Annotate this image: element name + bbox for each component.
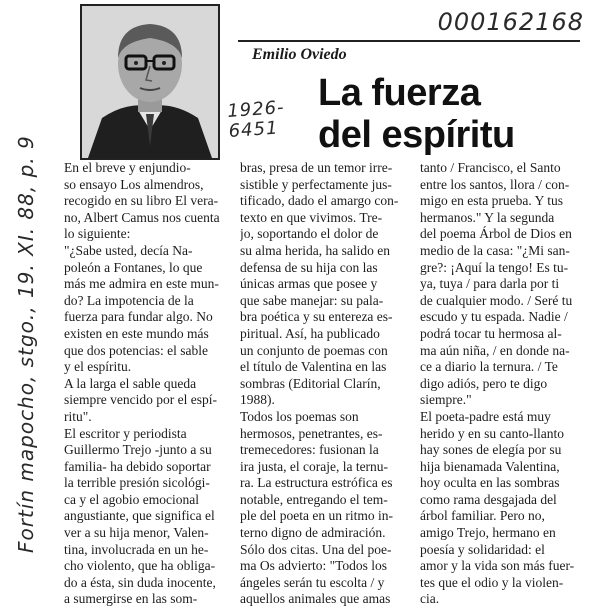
article-line: El escritor y periodista [64,425,187,441]
handwritten-catalog-number: 000162168 [437,8,584,36]
article-line: que sabe manejar: su pala- [240,292,384,308]
article-column-1 [64,160,232,608]
article-line: ma aún niña, / en donde na- [420,342,570,358]
article-line: que dos potencias: el sable [64,342,208,358]
article-line: su alma herida, ha salido en [240,242,390,258]
article-line: tremecedores: fusionan la [240,442,379,458]
article-line: amor y la vida son más fuer- [420,558,575,574]
article-line: no, Albert Camus nos cuenta [64,209,220,225]
article-line: el título de Valentina en las [240,359,387,375]
article-line: piritual. Así, ha publicado [240,325,380,341]
article-line: so ensayo Los almendros, [64,176,204,192]
article-line: siempre vencido por el espí- [64,392,217,408]
article-line: hija bienamada Valentina, [420,458,560,474]
article-line: entre los santos, llora / con- [420,176,570,192]
article-line: ple del poeta en un ritmo in- [240,508,393,524]
article-line: ya, tuya / para darla por ti [420,276,560,292]
article-line: bra poética y su entereza es- [240,309,393,325]
article-line: únicas armas que posee y [240,276,378,292]
article-line: Guillermo Trejo -junto a su [64,442,212,458]
article-line: poesía y solidaridad: el [420,541,545,557]
article-line: ritu". [64,408,92,424]
article-line: ra. La estructura estrófica es [240,475,393,491]
article-line: terno digno de admiración. [240,525,386,541]
article-line: fuerza para fundar algo. No [64,309,213,325]
article-line: do? La impotencia de la [64,292,194,308]
article-line: Sólo dos citas. Una del poe- [240,541,392,557]
article-line: más me admira en este mun- [64,276,219,292]
article-line: tes que el odio y la violen- [420,574,564,590]
article-line: ira justa, el coraje, la ternu- [240,458,389,474]
article-line: como rama desgajada del [420,491,557,507]
author-portrait-image [82,6,218,158]
article-line: notable, entregando el tem- [240,491,388,507]
article-line: sistible y perfectamente jus- [240,176,392,192]
article-line: hoy oculta en las sombras [420,475,560,491]
article-line: A la larga el sable queda [64,375,197,391]
article-line: ce a diario la ternura. / Te [420,359,558,375]
article-line: hermosos, penetrantes, es- [240,425,383,441]
article-line: medio de la casa: "¿Mi san- [420,242,570,258]
article-line: jo, soportando el dolor de [240,226,379,242]
article-line: digo adiós, pero te digo [420,375,548,391]
article-line: do a ésta, sin duda inocente, [64,574,216,590]
article-line: En el breve y enjundio- [64,160,191,175]
headline-line-2: del espíritu [318,114,515,156]
article-line: ma Os advierto: "Todos los [240,558,388,574]
article-line: recogido en su libro El vera- [64,193,219,209]
article-column-3 [420,160,592,608]
article-line: ca y el agobio emocional [64,491,199,507]
article-line: defensa de su hija con las [240,259,378,275]
article-line: El poeta-padre está muy [420,408,551,424]
article-line: de cualquier modo. / Seré tu [420,292,573,308]
year-note-line-2: 6451 [228,117,280,142]
headline-line-1: La fuerza [318,72,481,114]
article-line: poleón a Fontanes, lo que [64,259,203,275]
article-line: sombras (Editorial Clarín, [240,375,381,391]
article-line: ángeles serán tu escolta / y [240,574,385,590]
article-line: podrá tocar tu hermosa al- [420,325,562,341]
article-line: herido y en su canto-llanto [420,425,564,441]
article-line: escudo y tu espada. Nadie / [420,309,568,325]
article-line: del poema Árbol de Dios en [420,226,572,242]
byline-rule [238,40,580,42]
article-line: amigo Trejo, hermano en [420,525,556,541]
article-column-2 [240,160,410,608]
article-line: familia- ha debido soportar [64,458,211,474]
article-line: un conjunto de poemas con [240,342,388,358]
article-line: cia. [420,591,440,607]
article-line: existen en este mundo más [64,325,209,341]
article-line: la terrible presión sicológi- [64,475,210,491]
article-line: angustiante, que significa el [64,508,215,524]
article-line: bras, presa de un temor irre- [240,160,393,175]
year-note-line-1: 1926- [226,97,286,122]
article-line: gre?: ¡Aquí la tengo! Es tu- [420,259,569,275]
article-line: lo siguiente: [64,226,131,242]
article-line: tina, involucrada en un he- [64,541,209,557]
article-line: aquellos animales que amas [240,591,391,607]
article-line: cho violento, que ha obliga- [64,558,216,574]
source-note-text: Fortín mapocho, stgo., 19. XI. 88, p. 9 [14,135,38,553]
article-headline [318,72,515,156]
article-line: tanto / Francisco, el Santo [420,160,561,175]
article-line: texto en que vivimos. Tre- [240,209,383,225]
handwritten-year-note [227,98,287,142]
article-line: siempre." [420,392,472,408]
author-byline: Emilio Oviedo [252,46,347,63]
article-line: hermanos." Y la segunda [420,209,555,225]
author-photo [80,4,220,160]
article-line: tificado, dado el amargo con- [240,193,399,209]
article-line: 1988). [240,392,275,408]
article-line: migo en esta prueba. Y tus [420,193,563,209]
handwritten-source-note [6,126,38,566]
article-line: a sumergirse en las som- [64,591,198,607]
article-line: árbol familiar. Pero no, [420,508,545,524]
article-line: Todos los poemas son [240,408,359,424]
article-line: ver a su hija menor, Valen- [64,525,209,541]
article-line: "¿Sabe usted, decía Na- [64,242,193,258]
article-line: hay sones de elegía por su [420,442,562,458]
article-line: y el espíritu. [64,359,132,375]
